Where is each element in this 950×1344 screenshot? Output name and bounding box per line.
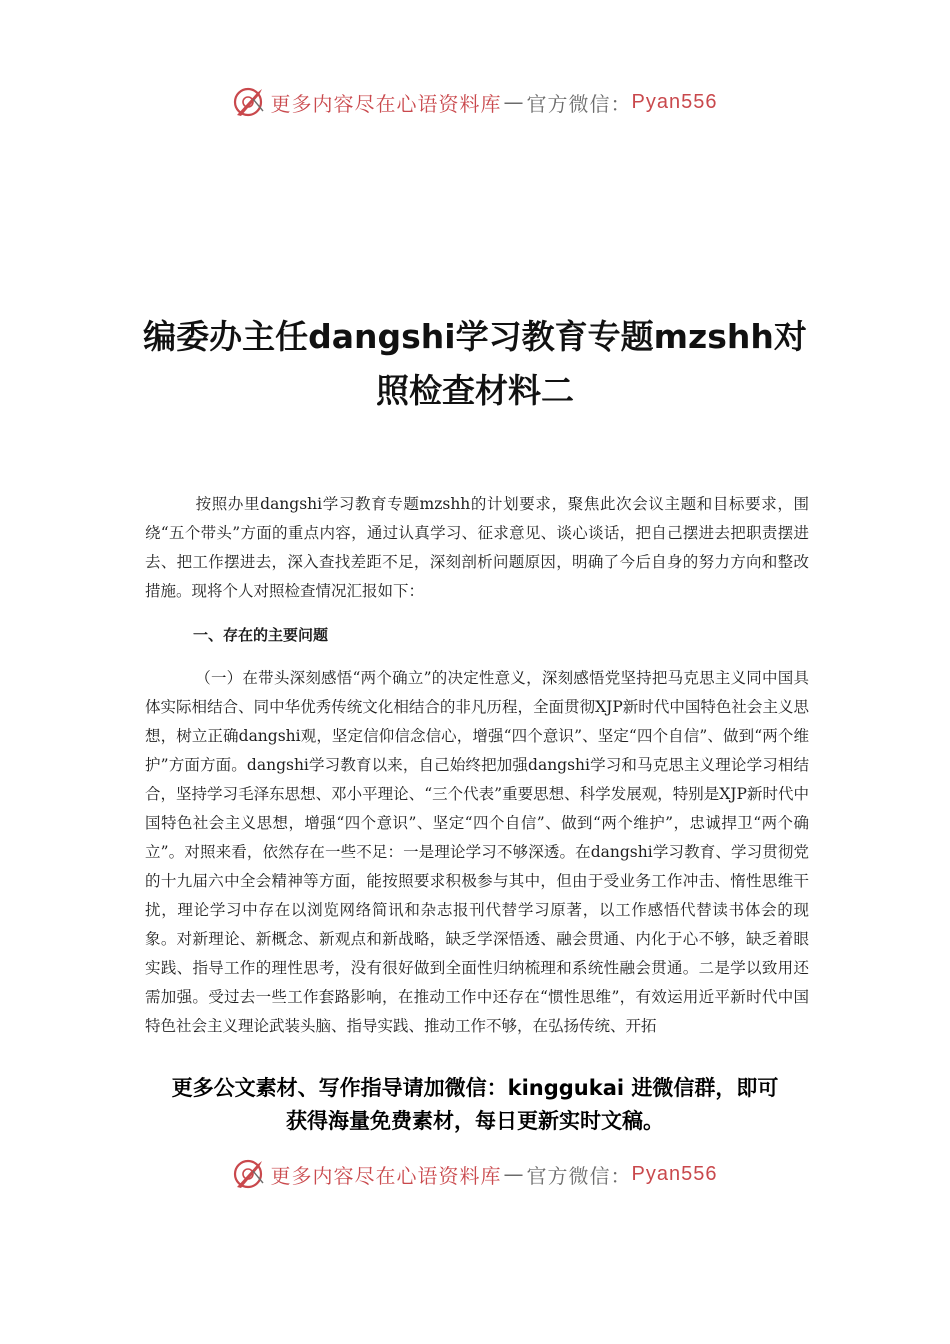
section-paragraph-text: （一）在带头深刻感悟“两个确立”的决定性意义，深刻感悟党坚持把马克思主义同中国具体实际相结合、同中华优秀传统文化相结合的非凡历程，全面贯彻XJP新时代中国特色社会主义思想，树立正确dangshi观，坚定信仰信念信心，增强“四个意识”、坚定“四个自信”、做到“两个维护”方面方面。dangshi学习教育以来，自己始终把加强dangshi学习和马克思主义理论学习相结合，坚持学习毛泽东思想、邓小平理论、“三个代表”重要思想、科学发展观，特别是XJP新时代中国特色社会主义思想，增强“四个意识”、坚定“四个自信”、做到“两个维护”，忠诚捍卫“两个确立”。对照来看，依然存在一些不足：一是理论学习不够深透。在dangshi学习教育、学习贯彻党的十九届六中全会精神等方面，能按照要求积极参与其中，但由于受业务工作冲击、惰性思维干扰，理论学习中存在以浏览网络简讯和杂志报刊代替学习原著，以工作感悟代替读书体会的现象。对新理论、新概念、新观点和新战略，缺乏学深悟透、融会贯通、内化于心不够，缺乏着眼实践、指导工作的理性思考，没有很好做到全面性归纳梳理和系统性融会贯通。二是学以致用还需加强。受过去一些工作套路影响，在推动工作中还存在“惯性思维”，有效运用近平新时代中国特色社会主义理论武装头脑、指导实践、推动工作不够，在弘扬传统、开拓 xyxy=(145,669,809,1035)
banner-wechat-id: Pyan556 xyxy=(631,1162,718,1185)
banner-wechat-id: Pyan556 xyxy=(631,90,718,113)
banner-text: 更多内容尽在心语资料库 xyxy=(270,91,502,116)
banner-dash: — xyxy=(503,90,525,114)
banner-dash: — xyxy=(503,1162,525,1186)
pen-circle-logo-icon xyxy=(233,85,267,119)
promo-line-1: 更多公文素材、写作指导请加微信：kinggukai 进微信群，即可 xyxy=(171,1076,779,1100)
intro-paragraph-text: 按照办里dangshi学习教育专题mzshh的计划要求，聚焦此次会议主题和目标要求，围绕“五个带头”方面的重点内容，通过认真学习、征求意见、谈心谈话，把自己摆进去把职责摆进去、把工作摆进去，深入查找差距不足，深刻剖析问题原因，明确了今后自身的努力方向和整改措施。现将个人对照检查情况汇报如下： xyxy=(145,495,809,600)
banner-wechat-label: 官方微信： xyxy=(526,91,632,116)
section-heading: 一、存在的主要问题 xyxy=(193,626,329,644)
header-banner xyxy=(0,82,950,122)
banner-text: 更多内容尽在心语资料库 xyxy=(270,1163,502,1188)
promo-text xyxy=(100,1072,850,1138)
pen-circle-logo-icon xyxy=(233,1157,267,1191)
intro-paragraph xyxy=(145,490,809,606)
footer-banner xyxy=(0,1154,950,1194)
banner-wechat-label: 官方微信： xyxy=(526,1163,632,1188)
document-title xyxy=(120,310,830,418)
promo-line-2: 获得海量免费素材，每日更新实时文稿。 xyxy=(286,1109,664,1133)
section-paragraph xyxy=(145,664,809,1041)
title-line-1: 编委办主任dangshi学习教育专题mzshh对 xyxy=(143,317,807,356)
title-line-2: 照检查材料二 xyxy=(376,371,574,410)
